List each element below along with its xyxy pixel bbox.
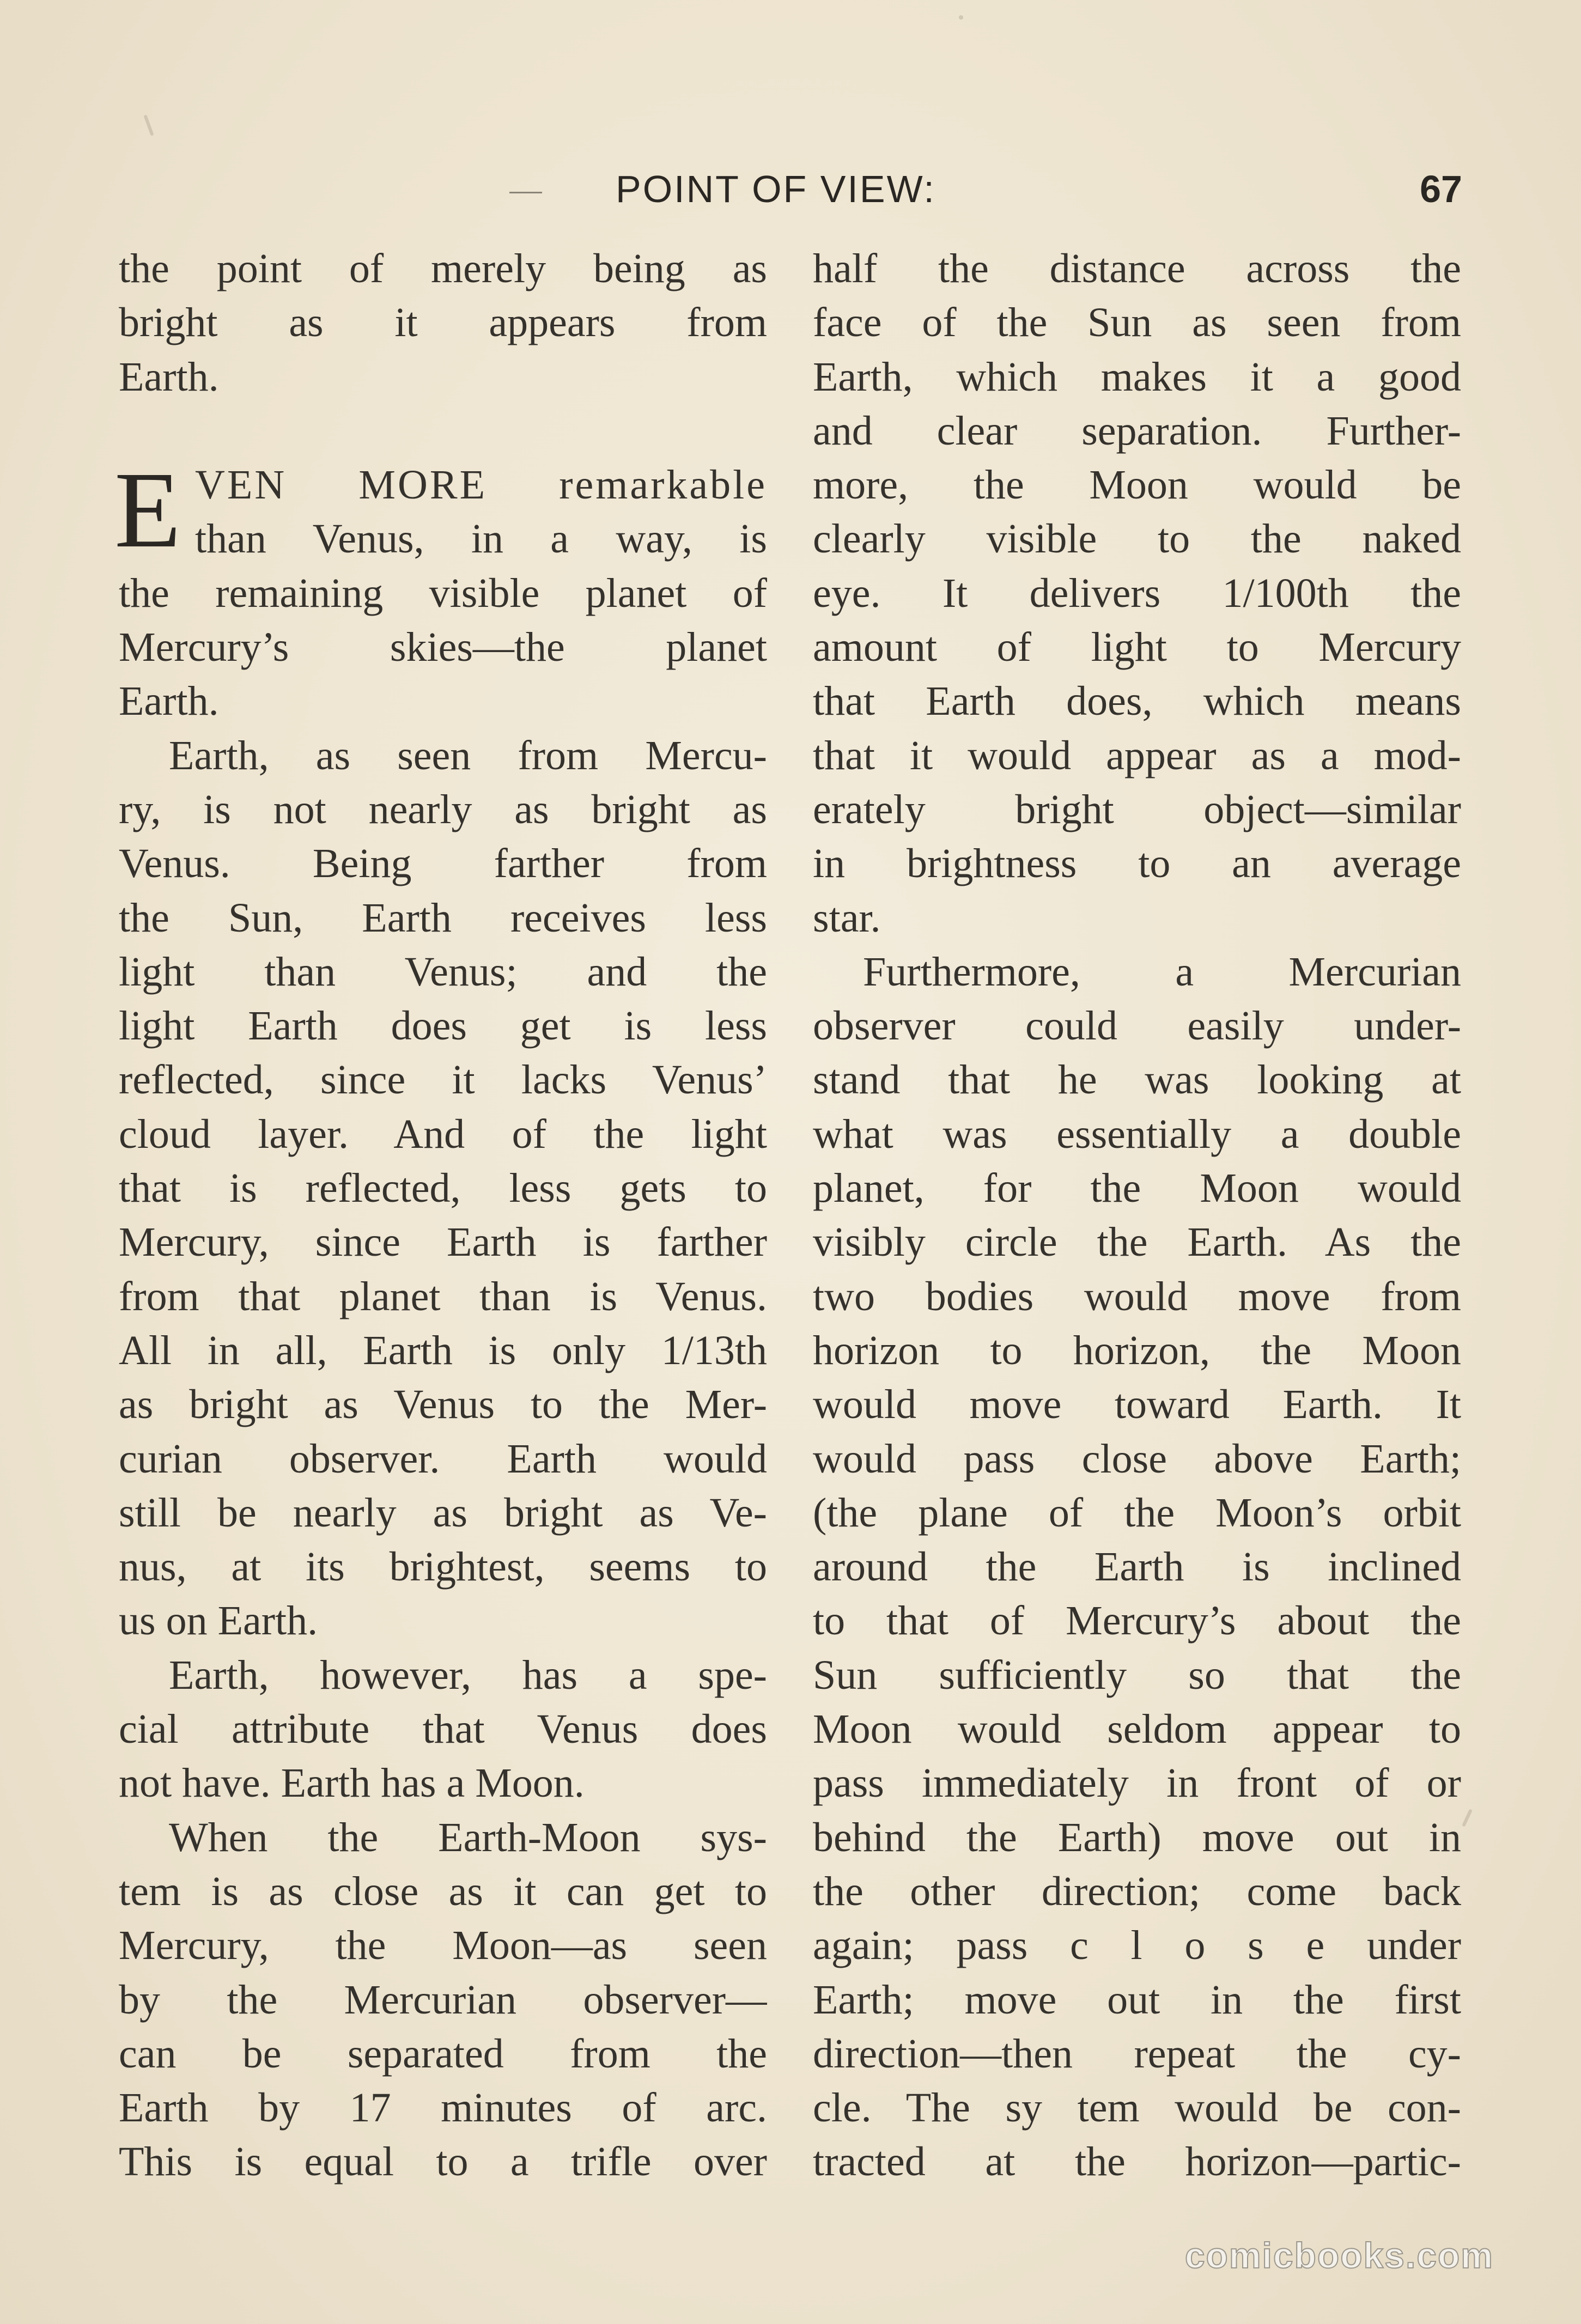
- text-line: from that planet than is Venus.: [119, 1273, 767, 1319]
- text-line: still be nearly as bright as Ve-: [119, 1489, 767, 1536]
- text-line: clearly visible to the naked: [813, 516, 1461, 562]
- text-line: behind the Earth) move out in: [813, 1814, 1461, 1860]
- text-line: by the Mercurian observer—: [119, 1976, 767, 2023]
- text-line: All in all, Earth is only 1/13th: [119, 1327, 767, 1373]
- text-line: star.: [813, 895, 881, 941]
- text-line: nus, at its brightest, seems to: [119, 1544, 767, 1590]
- text-line: Earth, however, has a spe-: [169, 1652, 767, 1698]
- text-line: Venus. Being farther from: [119, 841, 767, 887]
- text-line: When the Earth-Moon sys-: [169, 1814, 767, 1860]
- watermark: comicbooks.com: [1184, 2235, 1494, 2276]
- text-line: bright as it appears from: [119, 300, 767, 346]
- text-line: ry, is not nearly as bright as: [119, 786, 767, 832]
- text-line: to that of Mercury’s about the: [813, 1598, 1461, 1644]
- text-line: the Sun, Earth receives less: [119, 895, 767, 941]
- text-line: cial attribute that Venus does: [119, 1706, 767, 1753]
- text-line: not have. Earth has a Moon.: [119, 1760, 585, 1806]
- text-line: as bright as Venus to the Mer-: [119, 1382, 767, 1428]
- text-line: pass immediately in front of or: [813, 1760, 1461, 1806]
- text-line: the point of merely being as: [119, 246, 767, 291]
- text-line: Moon would seldom appear to: [813, 1706, 1461, 1753]
- text-line: Earth by 17 minutes of arc.: [119, 2085, 767, 2131]
- text-line: would pass close above Earth;: [813, 1435, 1461, 1482]
- text-line: observer could easily under-: [813, 1003, 1461, 1049]
- text-line: Mercury’s skies—the planet: [119, 624, 767, 671]
- text-line: stand that he was looking at: [813, 1057, 1461, 1103]
- text-line: tem is as close as it can get to: [119, 1868, 767, 1914]
- text-line: curian observer. Earth would: [119, 1435, 767, 1482]
- text-line: again; pass c l o s e under: [813, 1923, 1461, 1969]
- text-line: eye. It delivers 1/100th the: [813, 570, 1461, 616]
- running-head: POINT OF VIEW:: [616, 168, 936, 210]
- left-column: [114, 242, 767, 2189]
- text-line: half the distance across the: [813, 246, 1461, 291]
- text-line: in brightness to an average: [813, 841, 1461, 887]
- text-line: more, the Moon would be: [813, 462, 1461, 508]
- text-line: Earth; move out in the first: [813, 1976, 1461, 2023]
- text-line: than Venus, in a way, is: [195, 516, 767, 562]
- text-line: VEN MORE remarkable: [195, 462, 767, 508]
- drop-cap-paragraph: [114, 450, 767, 571]
- text-line: what was essentially a double: [813, 1111, 1461, 1157]
- drop-cap: E: [114, 450, 181, 571]
- text-line: would move toward Earth. It: [813, 1382, 1461, 1428]
- text-line: that Earth does, which means: [813, 678, 1461, 725]
- text-line: that it would appear as a mod-: [813, 732, 1461, 778]
- text-line: Earth.: [119, 354, 219, 400]
- text-line: cloud layer. And of the light: [119, 1111, 767, 1157]
- text-line: us on Earth.: [119, 1598, 318, 1644]
- paragraph-gap: [119, 404, 767, 458]
- text-line: Sun sufficiently so that the: [813, 1652, 1461, 1698]
- text-line: can be separated from the: [119, 2030, 767, 2077]
- text-line: Mercury, since Earth is farther: [119, 1219, 767, 1266]
- text-line: that is reflected, less gets to: [119, 1165, 767, 1212]
- text-line: face of the Sun as seen from: [813, 300, 1461, 346]
- text-line: two bodies would move from: [813, 1273, 1461, 1319]
- text-line: Mercury, the Moon—as seen: [119, 1923, 767, 1969]
- text-line: Earth.: [119, 678, 219, 725]
- text-line: planet, for the Moon would: [813, 1165, 1461, 1212]
- page-number: 67: [1420, 168, 1462, 210]
- header-rule: [509, 192, 542, 193]
- text-line: around the Earth is inclined: [813, 1544, 1461, 1590]
- text-line: Earth, as seen from Mercu-: [169, 732, 767, 778]
- text-line: Earth, which makes it a good: [813, 354, 1461, 400]
- text-line: This is equal to a trifle over: [119, 2139, 767, 2185]
- text-line: tracted at the horizon—partic-: [813, 2139, 1461, 2185]
- text-line: direction—then repeat the cy-: [813, 2030, 1461, 2077]
- text-line: Furthermore, a Mercurian: [863, 948, 1461, 995]
- text-line: and clear separation. Further-: [813, 407, 1461, 454]
- text-line: light Earth does get is less: [119, 1003, 767, 1049]
- text-line: reflected, since it lacks Venus’: [119, 1057, 767, 1103]
- text-line: light than Venus; and the: [119, 948, 767, 995]
- text-line: the other direction; come back: [813, 1868, 1461, 1914]
- text-line: visibly circle the Earth. As the: [813, 1219, 1461, 1266]
- text-line: amount of light to Mercury: [813, 624, 1461, 671]
- text-line: the remaining visible planet of: [119, 570, 767, 616]
- text-line: horizon to horizon, the Moon: [813, 1327, 1461, 1373]
- right-column: [813, 242, 1461, 2189]
- text-line: cle. The sy tem would be con-: [813, 2085, 1461, 2131]
- text-line: (the plane of the Moon’s orbit: [813, 1489, 1461, 1536]
- text-line: erately bright object—similar: [813, 786, 1461, 832]
